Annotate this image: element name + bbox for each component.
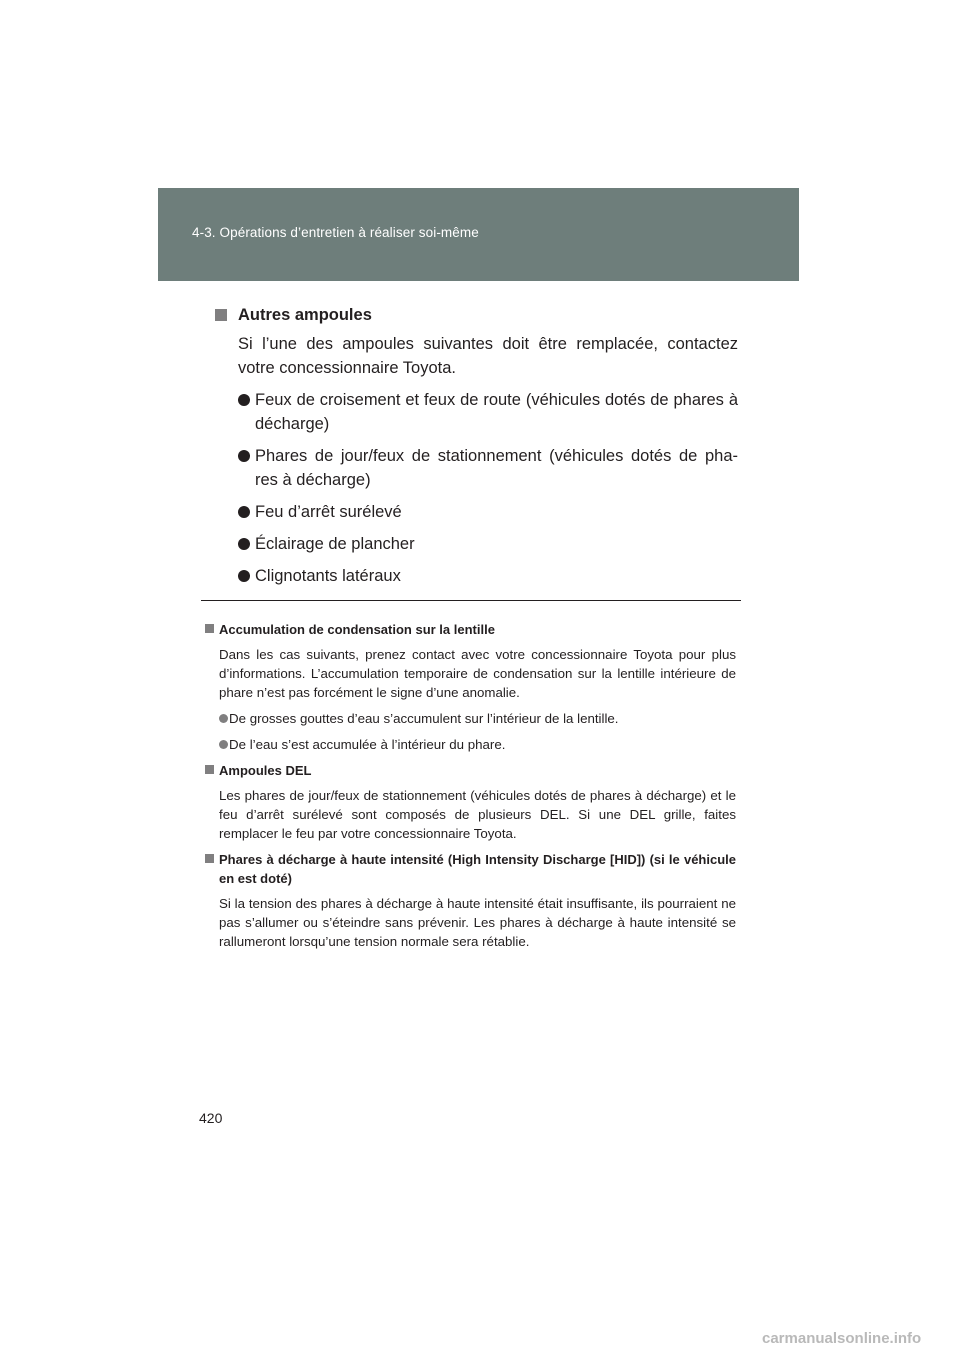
circle-bullet-icon: [238, 506, 250, 518]
circle-bullet-icon: [238, 394, 250, 406]
note-heading: [205, 620, 736, 639]
square-bullet-icon: [215, 309, 227, 321]
note-heading-text: Ampoules DEL: [219, 763, 312, 778]
section-heading-text: Autres ampoules: [238, 306, 372, 324]
circle-bullet-icon: [219, 714, 228, 723]
watermark: carmanualsonline.info: [762, 1330, 922, 1347]
list-item: [215, 564, 738, 588]
circle-bullet-icon: [219, 740, 228, 749]
bulb-list: [215, 388, 738, 588]
list-item: [215, 532, 738, 556]
square-bullet-icon: [205, 624, 214, 633]
list-item-text: Éclairage de plancher: [255, 535, 415, 553]
section-title: 4-3. Opérations d’entretien à réaliser soi-même: [192, 225, 479, 240]
square-bullet-icon: [205, 854, 214, 863]
square-bullet-icon: [205, 765, 214, 774]
note-paragraph: Les phares de jour/feux de stationnement (véhicules dotés de phares à décharge) et le feu d’arrêt surélevé sont composés de plusieurs DEL. Si une DEL grille, faites remplacer le feu par votre concessionnaire Toyota.: [219, 788, 736, 841]
note-heading-text: Phares à décharge à haute intensité (High Intensity Discharge [HID]) (si le véhicule en est doté): [219, 852, 736, 886]
main-section: [215, 300, 738, 596]
note-paragraph: Si la tension des phares à décharge à haute intensité était insuffisante, ils pourraient ne pas s’allumer ou s’éteindre sans prévenir. Les phares à décharge à haute intensité se rallumeront lorsqu’une tension normale sera rétablie.: [219, 896, 736, 949]
list-item: [215, 388, 738, 436]
list-item: [215, 500, 738, 524]
section-heading: [215, 302, 738, 328]
section-header-band: [158, 188, 799, 281]
note-list-item: [205, 735, 736, 754]
note-list-item-text: De l’eau s’est accumulée à l’intérieur du phare.: [229, 737, 506, 752]
page-number: 420: [199, 1110, 223, 1126]
note-heading: [205, 761, 736, 780]
list-item-text: Clignotants latéraux: [255, 567, 401, 585]
divider-line: [201, 600, 741, 601]
note-paragraph: Dans les cas suivants, prenez contact avec votre concessionnaire Toyota pour plus d’informations. L’accumulation temporaire de condensation sur la lentille intérieure de phare n’est pas forcément le signe d’une anomalie.: [219, 647, 736, 700]
note-list-item: [205, 709, 736, 728]
note-list-item-text: De grosses gouttes d’eau s’accumulent sur l’intérieur de la lentille.: [229, 711, 619, 726]
note-heading-text: Accumulation de condensation sur la lentille: [219, 622, 495, 637]
list-item-text: Feu d’arrêt surélevé: [255, 503, 402, 521]
note-heading: [205, 850, 736, 888]
circle-bullet-icon: [238, 538, 250, 550]
list-item-text: Feux de croisement et feux de route (véhicules dotés de phares à décharge): [255, 391, 738, 433]
circle-bullet-icon: [238, 570, 250, 582]
circle-bullet-icon: [238, 450, 250, 462]
notes-section: [205, 620, 736, 958]
intro-paragraph: Si l’une des ampoules suivantes doit être remplacée, contactez votre concessionnaire Toyota.: [238, 335, 738, 377]
list-item-text: Phares de jour/feux de stationnement (véhicules dotés de pha- res à décharge): [255, 447, 738, 489]
list-item: [215, 444, 738, 492]
